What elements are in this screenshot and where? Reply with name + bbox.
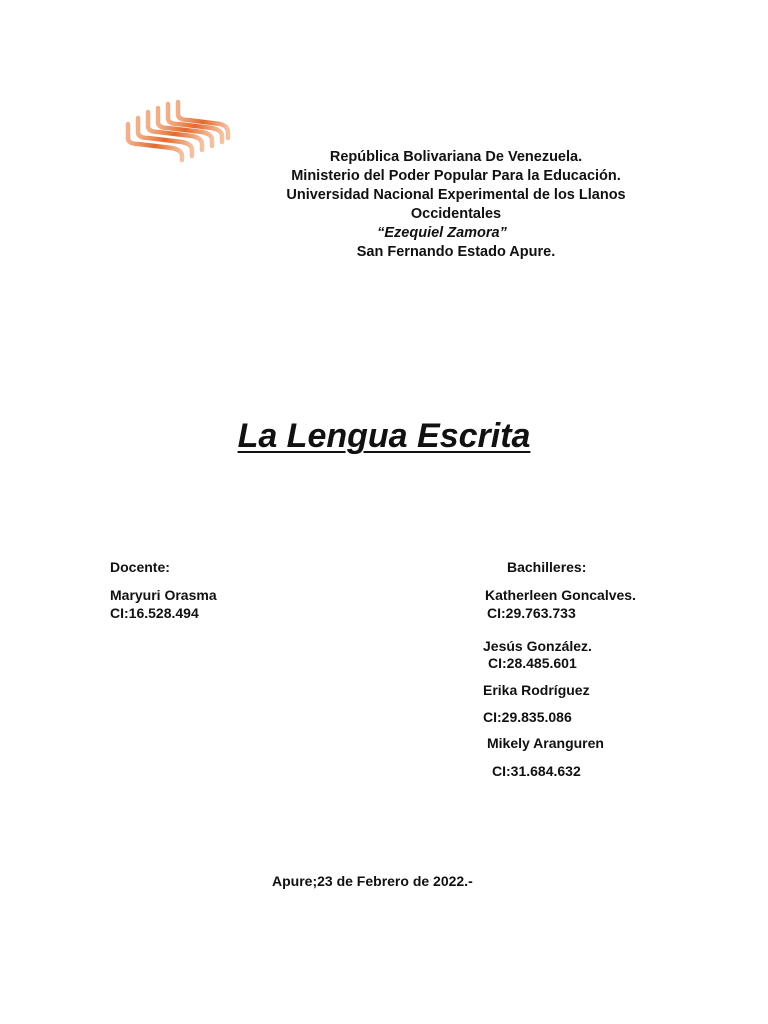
student-ci: CI:29.835.086 <box>483 709 572 725</box>
institution-header <box>250 148 662 262</box>
document-title: La Lengua Escrita <box>237 417 531 455</box>
student-name: Katherleen Goncalves. <box>485 587 636 603</box>
student-name: Erika Rodríguez <box>483 682 590 698</box>
student-ci: CI:31.684.632 <box>492 763 581 779</box>
republic-line: República Bolivariana De Venezuela. <box>329 149 583 165</box>
teacher-heading: Docente: <box>110 559 170 575</box>
university-logo-icon <box>120 98 238 172</box>
student-name: Mikely Aranguren <box>487 735 604 751</box>
students-heading: Bachilleres: <box>507 559 587 575</box>
teacher-ci: CI:16.528.494 <box>110 605 199 621</box>
teacher-name: Maryuri Orasma <box>110 587 217 603</box>
university-name: “Ezequiel Zamora” <box>377 225 507 241</box>
location-line: San Fernando Estado Apure. <box>356 244 556 260</box>
ministry-line: Ministerio del Poder Popular Para la Educación. <box>291 168 621 184</box>
university-line-continued: Occidentales <box>410 206 502 222</box>
student-name: Jesús González. <box>483 638 592 654</box>
university-line: Universidad Nacional Experimental de los Llanos <box>286 187 626 203</box>
student-ci: CI:28.485.601 <box>488 655 577 671</box>
document-date: Apure;23 de Febrero de 2022.- <box>272 873 473 889</box>
student-ci: CI:29.763.733 <box>487 605 576 621</box>
